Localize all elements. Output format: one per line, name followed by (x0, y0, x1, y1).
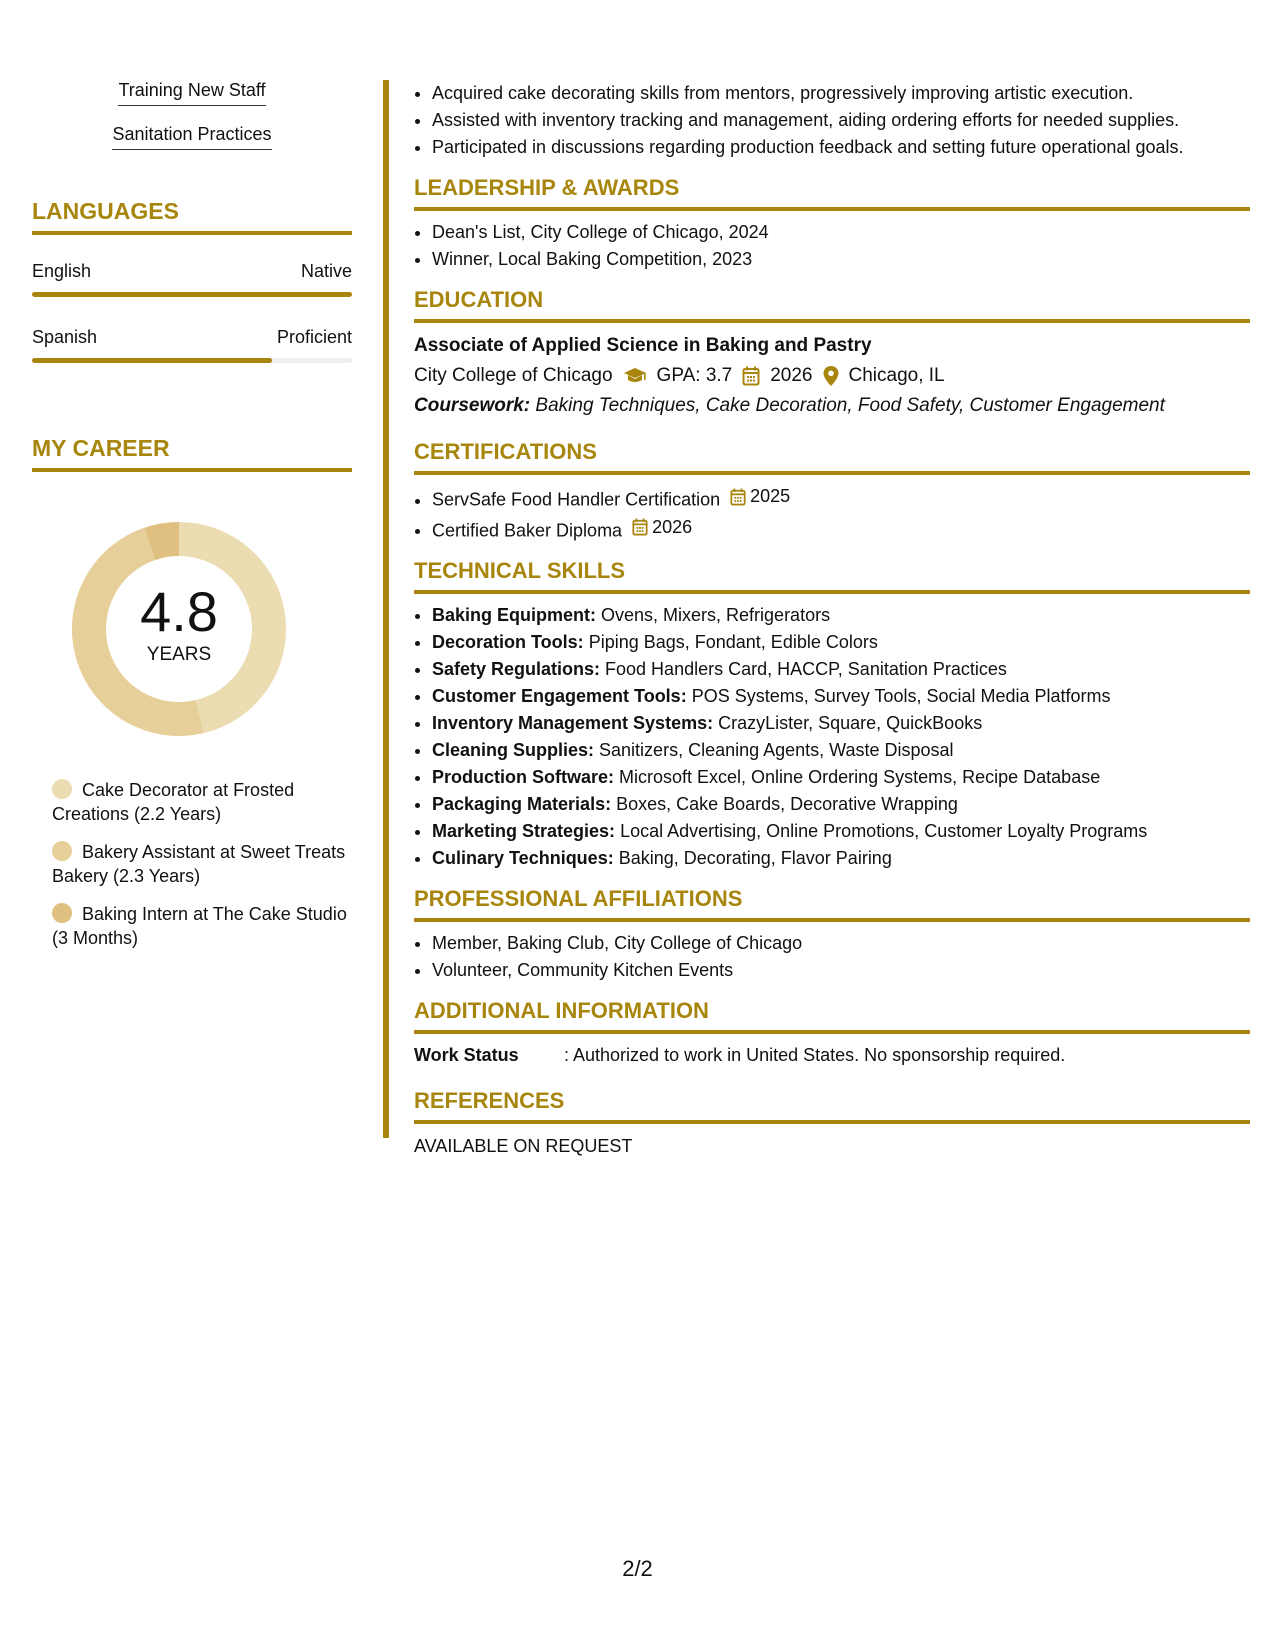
language-name: Spanish (32, 327, 98, 347)
career-donut-chart (66, 516, 292, 742)
languages-heading: LANGUAGES (32, 198, 352, 235)
page-number: 2/2 (622, 1556, 653, 1581)
legend-dot-icon (52, 841, 72, 861)
education-school: City College of Chicago (414, 365, 613, 386)
career-heading: MY CAREER (32, 435, 352, 472)
certification-item (432, 514, 1250, 545)
career-legend-item (52, 840, 352, 888)
language-item (32, 261, 352, 297)
calendar-icon (730, 488, 746, 506)
skill-value: Boxes, Cake Boards, Decorative Wrapping (611, 794, 958, 814)
skill-value: CrazyLister, Square, QuickBooks (713, 713, 983, 733)
skill-value: Piping Bags, Fondant, Edible Colors (583, 632, 878, 652)
certifications-list (414, 483, 1250, 544)
education-gpa: GPA: 3.7 (656, 365, 733, 386)
skill-item (432, 602, 1250, 629)
technical-skills-heading: TECHNICAL SKILLS (414, 558, 1250, 594)
additional-info-heading: ADDITIONAL INFORMATION (414, 998, 1250, 1034)
certifications-heading: CERTIFICATIONS (414, 439, 1250, 475)
skill-item (432, 845, 1250, 872)
skill-label: Culinary Techniques: (432, 848, 614, 868)
career-donut-center (66, 516, 292, 742)
skill-tag: Sanitation Practices (112, 124, 271, 150)
language-level: Native (300, 261, 352, 281)
skill-item (432, 737, 1250, 764)
leadership-heading: LEADERSHIP & AWARDS (414, 175, 1250, 211)
references-heading: REFERENCES (414, 1088, 1250, 1124)
skill-label: Cleaning Supplies: (432, 740, 595, 760)
skill-label: Packaging Materials: (432, 794, 612, 814)
skill-value: Sanitizers, Cleaning Agents, Waste Disposal (594, 740, 954, 760)
education-location: Chicago, IL (848, 365, 945, 386)
work-status-value: : Authorized to work in United States. No sponsorship required. (564, 1045, 1066, 1065)
work-status-row (414, 1042, 1250, 1068)
work-status-label: Work Status (414, 1045, 519, 1065)
education-coursework (414, 391, 1250, 421)
list-item: • Member, Baking Club, City College of Chicago (432, 930, 1250, 957)
career-legend-item (52, 902, 352, 950)
career-legend-item (52, 778, 352, 826)
calendar-icon (742, 366, 760, 386)
coursework-label: Coursework: (414, 395, 531, 416)
legend-dot-icon (52, 779, 72, 799)
right-column (414, 80, 1250, 1157)
certification-name: ServSafe Food Handler Certification (432, 489, 721, 510)
language-proficiency-fill (32, 358, 272, 363)
skill-label: Production Software: (432, 767, 615, 787)
certification-name: Certified Baker Diploma (432, 520, 623, 540)
experience-bullet: • Participated in discussions regarding production feedback and setting future operational goals. (432, 134, 1250, 161)
skill-item (432, 629, 1250, 656)
certification-year: 2025 (750, 486, 791, 506)
skill-label: Marketing Strategies: (432, 821, 616, 841)
experience-bullet: • Assisted with inventory tracking and management, aiding ordering efforts for needed supplies. (432, 107, 1250, 134)
language-proficiency-fill (32, 292, 352, 297)
leadership-list (414, 219, 1250, 273)
list-item: • Dean's List, City College of Chicago, 2024 (432, 219, 1250, 246)
language-proficiency-bar (32, 358, 352, 363)
skill-item (432, 683, 1250, 710)
skill-value: POS Systems, Survey Tools, Social Media Platforms (686, 686, 1111, 706)
certification-item (432, 483, 1250, 514)
language-item (32, 327, 352, 363)
career-legend (52, 778, 352, 950)
graduation-cap-icon (623, 367, 647, 385)
language-proficiency-bar (32, 292, 352, 297)
certification-year: 2026 (652, 516, 693, 537)
language-name: English (32, 261, 92, 281)
career-total-years: 4.8 (140, 580, 218, 643)
experience-bullets (414, 80, 1250, 161)
left-column (32, 80, 352, 964)
technical-skills-list (414, 602, 1250, 872)
skill-value: Ovens, Mixers, Refrigerators (596, 605, 831, 625)
coursework-value: Baking Techniques, Cake Decoration, Food Safety, Customer Engagement (530, 395, 1165, 416)
location-pin-icon (823, 366, 839, 386)
skill-label: Safety Regulations: (432, 659, 601, 679)
skill-value: Local Advertising, Online Promotions, Customer Loyalty Programs (615, 821, 1148, 841)
education-meta (414, 361, 1250, 391)
education-heading: EDUCATION (414, 287, 1250, 323)
skill-tag: Training New Staff (118, 80, 265, 106)
experience-bullet: • Acquired cake decorating skills from mentors, progressively improving artistic execution. (432, 80, 1250, 107)
skill-label: Inventory Management Systems: (432, 713, 714, 733)
skill-item (432, 764, 1250, 791)
affiliations-heading: PROFESSIONAL AFFILIATIONS (414, 886, 1250, 922)
skill-label: Decoration Tools: (432, 632, 584, 652)
legend-dot-icon (52, 903, 72, 923)
career-legend-label: Baking Intern at The Cake Studio (3 Months) (52, 904, 347, 948)
career-legend-label: Cake Decorator at Frosted Creations (2.2 Years) (52, 780, 295, 824)
skill-value: Food Handlers Card, HACCP, Sanitation Practices (600, 659, 1007, 679)
skill-item (432, 818, 1250, 845)
skill-value: Baking, Decorating, Flavor Pairing (613, 848, 892, 868)
skill-value: Microsoft Excel, Online Ordering Systems, Recipe Database (614, 767, 1101, 787)
calendar-icon (632, 518, 648, 536)
education-year: 2026 (770, 365, 813, 386)
list-item: • Winner, Local Baking Competition, 2023 (432, 246, 1250, 273)
education-degree: Associate of Applied Science in Baking and Pastry (414, 335, 872, 356)
affiliations-list (414, 930, 1250, 984)
skill-item (432, 656, 1250, 683)
skill-tags (32, 80, 352, 168)
skill-label: Customer Engagement Tools: (432, 686, 687, 706)
career-total-unit: YEARS (146, 644, 212, 665)
column-divider (383, 80, 389, 1138)
skill-item (432, 710, 1250, 737)
language-level: Proficient (276, 327, 352, 347)
career-legend-label: Bakery Assistant at Sweet Treats Bakery (2.3 Years) (52, 842, 346, 886)
references-text: AVAILABLE ON REQUEST (414, 1136, 633, 1156)
skill-label: Baking Equipment: (432, 605, 597, 625)
list-item: • Volunteer, Community Kitchen Events (432, 957, 1250, 984)
skill-item (432, 791, 1250, 818)
